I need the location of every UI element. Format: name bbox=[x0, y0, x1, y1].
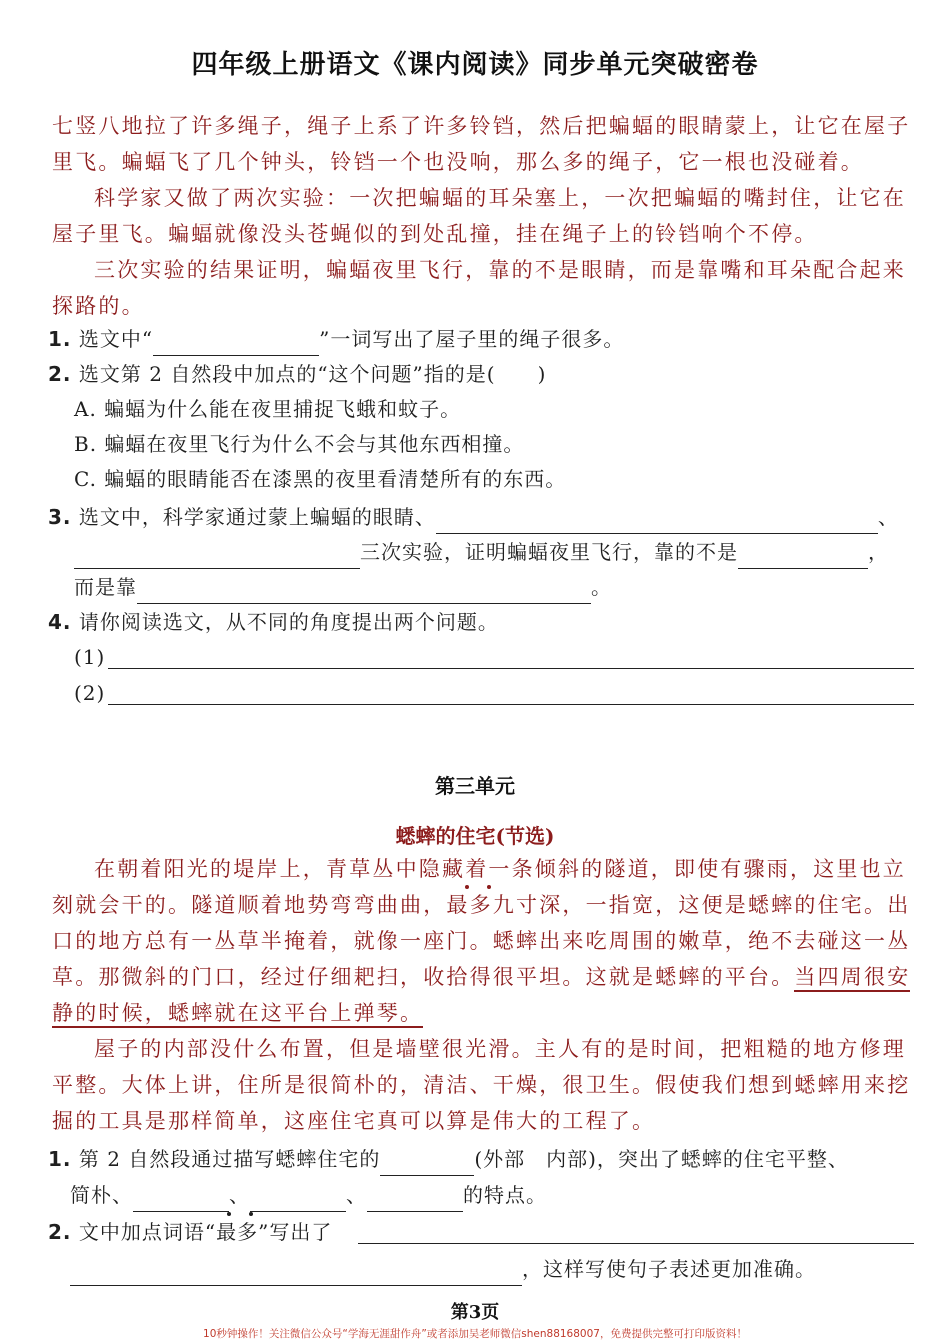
answer-line-q4-2[interactable] bbox=[108, 704, 914, 705]
passage-bats-p2: 科学家又做了两次实验：一次把蝙蝠的耳朵塞上，一次把蝙蝠的嘴封住，让它在屋子里飞。蝙蝠就像没头苍蝇似的到处乱撞，挂在绳子上的铃铛响个不停。 bbox=[52, 186, 906, 246]
question-1: 1. 选文中“ ”一词写出了屋子里的绳子很多。 bbox=[48, 322, 916, 356]
answer-blank-q2-1-4[interactable] bbox=[367, 1187, 463, 1212]
emphasis-dot bbox=[465, 885, 469, 889]
answer-blank-q1[interactable] bbox=[153, 331, 319, 356]
answer-blank-q3-2[interactable] bbox=[74, 544, 360, 569]
question-2-option-b[interactable]: B. 蝙蝠在夜里飞行为什么不会与其他东西相撞。 bbox=[74, 432, 525, 456]
passage-cricket bbox=[52, 851, 914, 1139]
answer-blank-q3-1[interactable] bbox=[436, 509, 878, 534]
passage-cricket-p1: 在朝着阳光的堤岸上，青草丛中隐藏着一条倾斜的隧道，即使有骤雨，这里也立刻就会干的。隧道顺着地势弯弯曲曲，最多九寸深，一指宽，这便是蟋蟀的住宅。出口的地方总有一丛草半掩着，就像一座门。蟋蟀出来吃周围的嫩草，绝不去碰这一丛草。那微斜的门口，经过仔细耙扫，收拾得很平坦。这就是蟋蟀的平台。当四周很安静的时候，蟋蟀就在这平台上弹琴。 bbox=[52, 851, 914, 1031]
unit-title: 第三单元 bbox=[435, 774, 515, 798]
answer-blank-q3-3[interactable] bbox=[738, 544, 868, 569]
question-2-2: 2. 文中加点词语“最多”写出了 bbox=[48, 1220, 333, 1244]
question-3-line-2: 三次实验，证明蝙蝠夜里飞行，靠的不是 ， bbox=[74, 535, 916, 569]
question-3-line-3: 而是靠 。 bbox=[74, 570, 916, 604]
answer-blank-q2-1-2[interactable] bbox=[133, 1187, 229, 1212]
question-2-option-a[interactable]: A. 蝙蝠为什么能在夜里捕捉飞蛾和蚊子。 bbox=[74, 397, 462, 421]
question-4-label-1: (1) bbox=[74, 645, 106, 669]
answer-line-q4-1[interactable] bbox=[108, 668, 914, 669]
question-3: 3. 选文中，科学家通过蒙上蝙蝠的眼睛、 、 bbox=[48, 500, 916, 534]
answer-blank-q2-1-3[interactable] bbox=[250, 1187, 346, 1212]
page-title: 四年级上册语文《课内阅读》同步单元突破密卷 bbox=[191, 50, 759, 80]
passage-bats bbox=[52, 108, 914, 324]
question-2-1: 1. 第 2 自然段通过描写蟋蟀住宅的 (外部 内部)，突出了蟋蟀的住宅平整、 bbox=[48, 1142, 916, 1176]
question-2-2-line-2: ，这样写使句子表述更加准确。 bbox=[70, 1252, 916, 1286]
underlined-sentence: 当四周很安静的时候，蟋蟀就在这平台上弹琴。 bbox=[52, 965, 910, 1028]
answer-blank-q3-4[interactable] bbox=[137, 579, 591, 604]
emphasis-dot bbox=[249, 1212, 253, 1216]
question-2-1-line-2: 简朴、 、 、 的特点。 bbox=[70, 1178, 916, 1212]
passage-bats-p1: 七竖八地拉了许多绳子，绳子上系了许多铃铛，然后把蝙蝠的眼睛蒙上，让它在屋子里飞。蝙蝠飞了几个钟头，铃铛一个也没响，那么多的绳子，它一根也没碰着。 bbox=[52, 114, 911, 174]
passage-title: 蟋蟀的住宅(节选) bbox=[395, 824, 555, 848]
emphasis-dot bbox=[227, 1212, 231, 1216]
answer-blank-q2-1-1[interactable] bbox=[380, 1151, 474, 1176]
answer-line-q2-2-1[interactable] bbox=[358, 1243, 914, 1244]
passage-bats-p3: 三次实验的结果证明，蝙蝠夜里飞行，靠的不是眼睛，而是靠嘴和耳朵配合起来探路的。 bbox=[52, 258, 906, 318]
emphasis-dot bbox=[487, 885, 491, 889]
answer-blank-q2-2-2[interactable] bbox=[70, 1261, 522, 1286]
question-2: 2. 选文第 2 自然段中加点的“这个问题”指的是( ) bbox=[48, 362, 547, 386]
footer-notice: 10秒钟操作！关注微信公众号“学海无涯甜作舟”或者添加吴老师微信shen88168007，免费提供完整可打印版资料！ bbox=[203, 1328, 747, 1340]
page-number: 第3页 bbox=[450, 1302, 500, 1323]
passage-cricket-p2: 屋子的内部没什么布置，但是墙壁很光滑。主人有的是时间，把粗糙的地方修理平整。大体上讲，住所是很简朴的，清洁、干燥，很卫生。假使我们想到蟋蟀用来挖掘的工具是那样简单，这座住宅真可以算是伟大的工程了。 bbox=[52, 1037, 911, 1133]
question-4-label-2: (2) bbox=[74, 681, 106, 705]
question-2-option-c[interactable]: C. 蝙蝠的眼睛能否在漆黑的夜里看清楚所有的东西。 bbox=[74, 467, 567, 491]
question-4: 4. 请你阅读选文，从不同的角度提出两个问题。 bbox=[48, 610, 499, 634]
